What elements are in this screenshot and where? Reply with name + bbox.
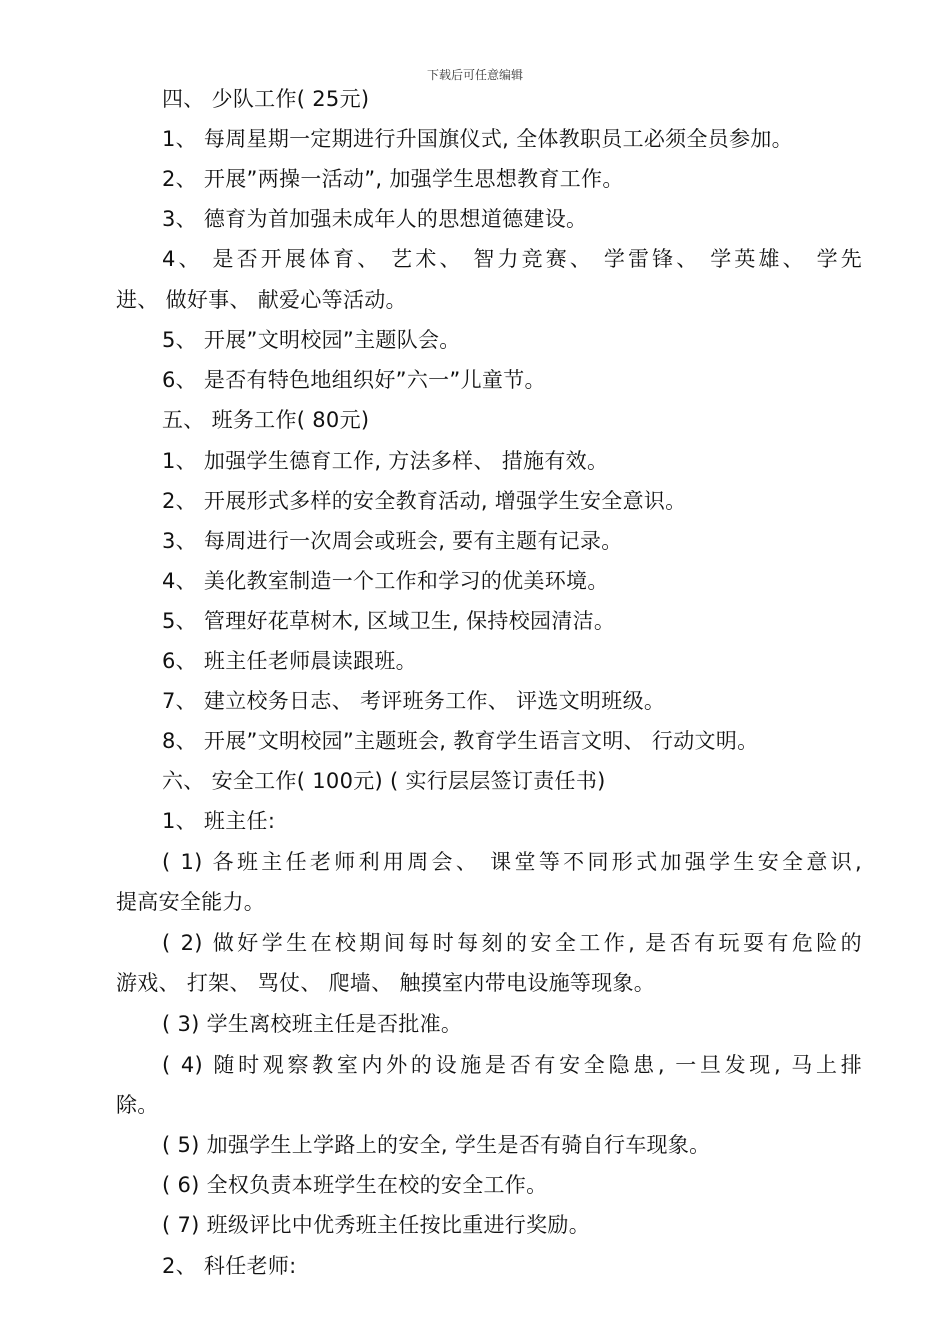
list-item: 1、 每周星期一定期进行升国旗仪式, 全体教职员工必须全员参加。	[162, 127, 793, 151]
section-heading-6: 六、 安全工作( 100元) ( 实行层层签订责任书)	[162, 769, 606, 793]
sub-heading-head-teacher: 1、 班主任:	[162, 809, 276, 833]
list-item: 4、 美化教室制造一个工作和学习的优美环境。	[162, 569, 609, 593]
list-item: ( 6) 全权负责本班学生在校的安全工作。	[162, 1173, 548, 1197]
section-heading-5: 五、 班务工作( 80元)	[162, 408, 370, 432]
sub-heading-subject-teacher: 2、 科任老师:	[162, 1254, 297, 1278]
list-item: 1、 加强学生德育工作, 方法多样、 措施有效。	[162, 449, 609, 473]
list-item: 8、 开展”文明校园”主题班会, 教育学生语言文明、 行动文明。	[162, 729, 759, 753]
list-item: 5、 管理好花草树木, 区域卫生, 保持校园清洁。	[162, 609, 616, 633]
list-item: 4、 是否开展体育、 艺术、 智力竞赛、 学雷锋、 学英雄、 学先	[162, 247, 862, 271]
list-item-continuation: 进、 做好事、 献爱心等活动。	[116, 288, 407, 312]
list-item: ( 2) 做好学生在校期间每时每刻的安全工作, 是否有玩耍有危险的	[162, 931, 862, 955]
list-item: 6、 班主任老师晨读跟班。	[162, 649, 417, 673]
list-item: ( 4) 随时观察教室内外的设施是否有安全隐患, 一旦发现, 马上排	[162, 1053, 862, 1077]
list-item: 2、 开展”两操一活动”, 加强学生思想教育工作。	[162, 167, 624, 191]
list-item: ( 7) 班级评比中优秀班主任按比重进行奖励。	[162, 1213, 590, 1237]
list-item: ( 5) 加强学生上学路上的安全, 学生是否有骑自行车现象。	[162, 1133, 711, 1157]
list-item: ( 1) 各班主任老师利用周会、 课堂等不同形式加强学生安全意识,	[162, 850, 862, 874]
list-item-continuation: 提高安全能力。	[116, 890, 266, 914]
section-heading-4: 四、 少队工作( 25元)	[162, 87, 370, 111]
list-item: 2、 开展形式多样的安全教育活动, 增强学生安全意识。	[162, 489, 687, 513]
list-item-continuation: 游戏、 打架、 骂仗、 爬墙、 触摸室内带电设施等现象。	[116, 971, 656, 995]
list-item: 6、 是否有特色地组织好”六一”儿童节。	[162, 368, 546, 392]
list-item: 3、 每周进行一次周会或班会, 要有主题有记录。	[162, 529, 623, 553]
list-item-continuation: 除。	[116, 1093, 159, 1117]
list-item: ( 3) 学生离校班主任是否批准。	[162, 1012, 463, 1036]
watermark-text: 下载后可任意编辑	[426, 68, 523, 82]
list-item: 5、 开展”文明校园”主题队会。	[162, 328, 461, 352]
list-item: 3、 德育为首加强未成年人的思想道德建设。	[162, 207, 588, 231]
list-item: 7、 建立校务日志、 考评班务工作、 评选文明班级。	[162, 689, 666, 713]
